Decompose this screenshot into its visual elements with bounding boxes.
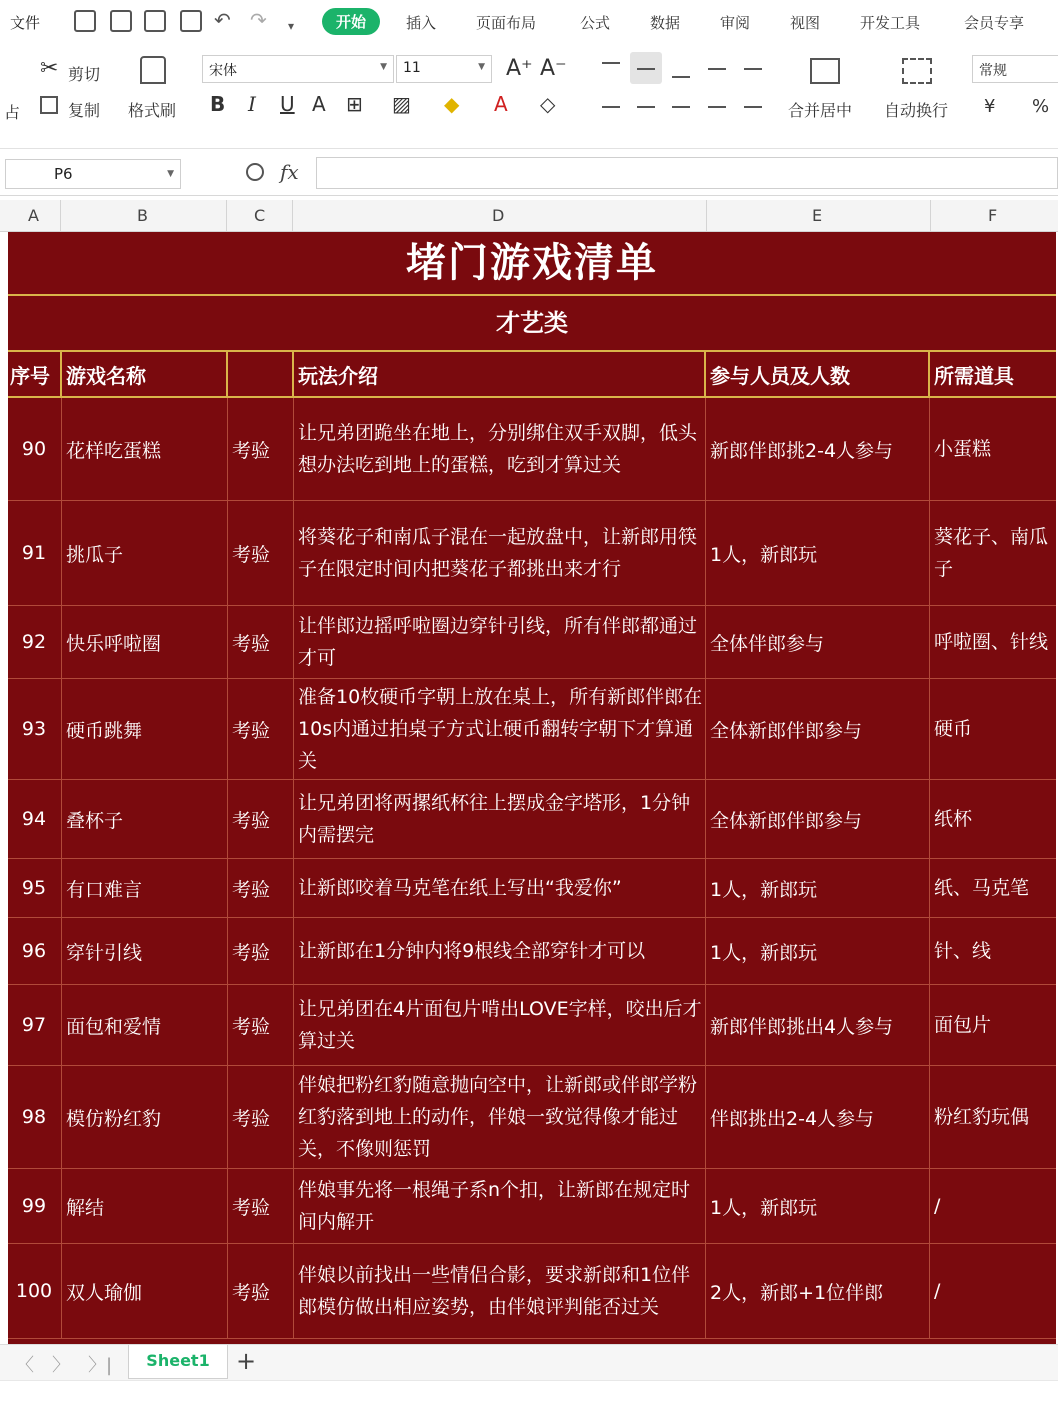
cell-no[interactable]: 96	[21, 940, 47, 962]
cell-props[interactable]: 粉红豹玩偶	[934, 1106, 1030, 1128]
font-name-value: 宋体	[209, 63, 237, 79]
font-name-select[interactable]	[202, 55, 394, 83]
name-box[interactable]	[5, 159, 181, 189]
cell-desc[interactable]: 准备10枚硬币字朝上放在桌上，所有新郎伴郎在10s内通过拍桌子方式让硬币翻转字朝下才算通关	[298, 686, 703, 772]
cell-people[interactable]: 全体新郎伴郎参与	[710, 719, 863, 742]
cell-people[interactable]: 新郎伴郎挑2-4人参与	[710, 439, 894, 462]
sheet-tabs-bar	[0, 1344, 1058, 1380]
cell-no[interactable]: 92	[21, 631, 47, 653]
chevron-down-icon: ▼	[380, 62, 387, 72]
indent-decrease-icon[interactable]	[708, 68, 726, 70]
column-divider	[930, 200, 931, 232]
merge-center-button[interactable]: 合并居中	[788, 101, 853, 120]
column-divider	[60, 200, 61, 232]
header-cell-people[interactable]: 参与人员及人数	[710, 363, 850, 388]
sheet-grid[interactable]	[8, 232, 1056, 1344]
formula-input[interactable]	[316, 157, 1058, 189]
add-sheet-button[interactable]: +	[236, 1347, 257, 1375]
bold-icon[interactable]: B	[210, 92, 226, 116]
tab-page-layout[interactable]: 页面布局	[476, 14, 537, 32]
cell-props[interactable]: 呼啦圈、针线	[934, 631, 1049, 653]
cell-type[interactable]: 考验	[232, 1281, 271, 1304]
format-painter-button[interactable]: 格式刷	[128, 101, 177, 120]
column-header-f[interactable]: F	[988, 206, 998, 225]
cell-people[interactable]: 2人，新郎+1位伴郎	[710, 1281, 884, 1304]
cell-desc[interactable]: 让兄弟团跪坐在地上，分别绑住双手双脚，低头想办法吃到地上的蛋糕，吃到才算过关	[298, 422, 698, 476]
gridline	[928, 350, 930, 398]
column-divider	[706, 200, 707, 232]
gridline	[226, 350, 228, 398]
cell-people[interactable]: 全体新郎伴郎参与	[710, 809, 863, 832]
indent-increase-icon[interactable]	[744, 68, 762, 70]
clear-format-icon[interactable]: ◇	[540, 92, 556, 116]
italic-icon[interactable]: I	[248, 92, 256, 116]
gridline	[292, 350, 294, 398]
sheet-title[interactable]: 堵门游戏清单	[406, 239, 658, 286]
redo-icon[interactable]: ↷	[250, 8, 267, 32]
chevron-down-icon: ▼	[167, 169, 174, 179]
cell-type[interactable]: 考验	[232, 1196, 271, 1219]
cell-type[interactable]: 考验	[232, 941, 271, 964]
export-icon[interactable]	[110, 10, 132, 32]
align-right-icon[interactable]	[672, 106, 690, 108]
cell-no[interactable]: 98	[21, 1106, 47, 1128]
cell-props[interactable]: 纸杯	[934, 808, 973, 830]
gridline	[293, 398, 294, 1339]
cell-type[interactable]: 考验	[232, 439, 271, 462]
cell-props[interactable]: 葵花子、南瓜子	[934, 526, 1049, 580]
cut-button[interactable]: 剪切	[68, 65, 101, 84]
decrease-font-icon[interactable]: A⁻	[540, 56, 567, 81]
print-preview-icon[interactable]	[180, 10, 202, 32]
cell-props[interactable]: /	[934, 1280, 941, 1302]
fx-icon[interactable]: fx	[280, 160, 299, 184]
fill-color-icon[interactable]: ◆	[444, 92, 460, 116]
borders-icon[interactable]: ⊞	[346, 92, 363, 116]
sheet-tab-sheet1[interactable]: Sheet1	[128, 1345, 228, 1379]
cell-props[interactable]: 针、线	[934, 940, 992, 962]
header-cell-no[interactable]: 序号	[10, 363, 50, 388]
cell-props[interactable]: 硬币	[934, 718, 973, 740]
font-size-select[interactable]	[396, 55, 492, 83]
cell-people[interactable]: 伴郎挑出2-4人参与	[710, 1107, 875, 1130]
cell-no[interactable]: 97	[21, 1014, 47, 1036]
last-sheet-icon[interactable]: 〉|	[88, 1355, 113, 1376]
menu-bar	[0, 0, 1058, 46]
fill-pattern-icon[interactable]: ▨	[392, 92, 411, 116]
cell-desc[interactable]: 让兄弟团将两摞纸杯往上摆成金字塔形，1分钟内需摆完	[298, 792, 691, 846]
align-middle-icon	[637, 68, 655, 70]
column-divider	[292, 200, 293, 232]
cell-no[interactable]: 93	[21, 718, 47, 740]
tab-home[interactable]: 开始	[322, 8, 380, 35]
gridline	[705, 398, 706, 1339]
cell-people[interactable]: 1人，新郎玩	[710, 941, 818, 964]
align-top-icon[interactable]	[602, 62, 620, 64]
wrap-text-button[interactable]: 自动换行	[884, 101, 949, 120]
font-color-icon[interactable]: A	[494, 92, 508, 116]
cell-name[interactable]: 穿针引线	[66, 941, 143, 964]
header-cell-type[interactable]	[228, 352, 292, 396]
cell-no[interactable]: 99	[21, 1195, 47, 1217]
cell-no[interactable]: 94	[21, 808, 47, 830]
formula-bar	[0, 148, 1058, 196]
tab-data[interactable]: 数据	[650, 14, 681, 32]
cell-people[interactable]: 新郎伴郎挑出4人参与	[710, 1015, 894, 1038]
cell-props[interactable]: /	[934, 1195, 941, 1217]
cell-name[interactable]: 叠杯子	[66, 809, 124, 832]
header-cell-name[interactable]: 游戏名称	[66, 363, 146, 388]
cell-no[interactable]: 95	[21, 877, 47, 899]
cell-type[interactable]: 考验	[232, 1107, 271, 1130]
cell-type[interactable]: 考验	[232, 543, 271, 566]
cell-desc[interactable]: 伴娘把粉红豹随意抛向空中，让新郎或伴郎学粉红豹落到地上的动作，伴娘一致觉得像才能过关，不像则惩罚	[298, 1074, 698, 1160]
number-format-select[interactable]	[972, 55, 1058, 83]
cell-desc[interactable]: 让伴郎边摇呼啦圈边穿针引线，所有伴郎都通过才可	[298, 615, 698, 669]
cell-type[interactable]: 考验	[232, 1015, 271, 1038]
sheet-subtitle[interactable]: 才艺类	[496, 309, 568, 337]
wrap-text-icon[interactable]	[902, 58, 932, 84]
next-sheet-icon[interactable]: 〉	[52, 1355, 70, 1376]
column-header-e[interactable]: E	[812, 206, 823, 225]
cell-name[interactable]: 双人瑜伽	[66, 1281, 143, 1304]
distributed-icon[interactable]	[744, 106, 762, 108]
header-cell-desc[interactable]: 玩法介绍	[298, 363, 378, 388]
cell-name[interactable]: 挑瓜子	[66, 543, 124, 566]
cell-no[interactable]: 100	[15, 1280, 53, 1302]
align-center-icon[interactable]	[637, 106, 655, 108]
cell-desc[interactable]: 将葵花子和南瓜子混在一起放盘中，让新郎用筷子在限定时间内把葵花子都挑出来才行	[298, 526, 698, 580]
menu-file[interactable]: 文件	[10, 14, 41, 32]
copy-button[interactable]: 复制	[68, 101, 101, 120]
cell-type[interactable]: 考验	[232, 878, 271, 901]
gridline	[227, 398, 228, 1339]
customize-chevron-icon[interactable]: ▾	[288, 19, 295, 33]
percent-button[interactable]: %	[1032, 96, 1050, 117]
print-icon[interactable]	[144, 10, 166, 32]
format-painter-icon[interactable]	[140, 56, 166, 84]
undo-icon[interactable]: ↶	[214, 8, 231, 32]
tab-insert[interactable]: 插入	[406, 14, 437, 32]
chevron-down-icon: ▼	[478, 62, 485, 72]
cell-name[interactable]: 面包和爱情	[66, 1015, 162, 1038]
zoom-icon[interactable]	[246, 163, 264, 181]
align-left-icon[interactable]	[602, 106, 620, 108]
cell-desc[interactable]: 伴娘事先将一根绳子系n个扣，让新郎在规定时间内解开	[298, 1179, 691, 1233]
column-header-bar	[0, 200, 1058, 232]
gridline	[8, 1338, 1056, 1339]
cell-name[interactable]: 硬币跳舞	[66, 719, 143, 742]
cell-type[interactable]: 考验	[232, 632, 271, 655]
cell-people[interactable]: 1人，新郎玩	[710, 878, 818, 901]
first-sheet-icon[interactable]: 〈	[16, 1355, 34, 1376]
gridline	[929, 398, 930, 1339]
save-icon[interactable]	[74, 10, 96, 32]
currency-button[interactable]: ¥	[984, 96, 996, 117]
tab-developer[interactable]: 开发工具	[860, 14, 921, 32]
tab-formulas[interactable]: 公式	[580, 14, 611, 32]
cell-people[interactable]: 1人，新郎玩	[710, 1196, 818, 1219]
merge-center-icon[interactable]	[810, 58, 840, 84]
cell-type[interactable]: 考验	[232, 809, 271, 832]
cell-desc[interactable]: 伴娘以前找出一些情侣合影，要求新郎和1位伴郎模仿做出相应姿势，由伴娘评判能否过关	[298, 1264, 691, 1318]
column-header-a[interactable]: A	[28, 206, 39, 225]
cell-people[interactable]: 1人，新郎玩	[710, 543, 818, 566]
justify-icon[interactable]	[708, 106, 726, 108]
cell-name[interactable]: 模仿粉红豹	[66, 1107, 162, 1130]
status-bar	[0, 1380, 1058, 1410]
paste-button[interactable]: 占	[4, 103, 21, 122]
increase-font-icon[interactable]: A⁺	[506, 56, 533, 81]
tab-view[interactable]: 视图	[790, 14, 821, 32]
column-header-b[interactable]: B	[137, 206, 148, 225]
tab-review[interactable]: 审阅	[720, 14, 751, 32]
column-header-d[interactable]: D	[492, 206, 505, 225]
strikethrough-icon[interactable]: A	[312, 92, 326, 116]
gridline	[61, 398, 62, 1339]
cell-name[interactable]: 解结	[66, 1196, 105, 1219]
cell-no[interactable]: 91	[21, 542, 47, 564]
cell-desc[interactable]: 让新郎在1分钟内将9根线全部穿针才可以	[298, 940, 646, 962]
gridline	[704, 350, 706, 398]
underline-icon[interactable]: U	[280, 92, 295, 116]
cell-name[interactable]: 有口难言	[66, 878, 143, 901]
cell-type[interactable]: 考验	[232, 719, 271, 742]
gridline	[60, 350, 62, 398]
cell-name[interactable]: 快乐呼啦圈	[66, 632, 162, 655]
align-bottom-icon[interactable]	[672, 76, 690, 78]
cell-props[interactable]: 面包片	[934, 1014, 992, 1036]
cell-props[interactable]: 小蛋糕	[934, 438, 992, 460]
name-box-value: P6	[54, 165, 73, 183]
cell-people[interactable]: 全体伴郎参与	[710, 632, 825, 655]
header-cell-props[interactable]: 所需道具	[934, 363, 1014, 388]
cell-desc[interactable]: 让兄弟团在4片面包片啃出LOVE字样，咬出后才算过关	[298, 998, 702, 1052]
scissors-icon[interactable]: ✂	[40, 56, 59, 81]
cell-props[interactable]: 纸、马克笔	[934, 877, 1030, 899]
font-size-value: 11	[403, 60, 421, 76]
cell-name[interactable]: 花样吃蛋糕	[66, 439, 162, 462]
column-divider	[226, 200, 227, 232]
cell-desc[interactable]: 让新郎咬着马克笔在纸上写出“我爱你”	[298, 877, 622, 899]
cell-no[interactable]: 90	[21, 438, 47, 460]
tab-member[interactable]: 会员专享	[964, 14, 1025, 32]
copy-icon[interactable]	[40, 96, 58, 114]
column-header-c[interactable]: C	[254, 206, 266, 225]
number-format-value: 常规	[979, 63, 1007, 79]
